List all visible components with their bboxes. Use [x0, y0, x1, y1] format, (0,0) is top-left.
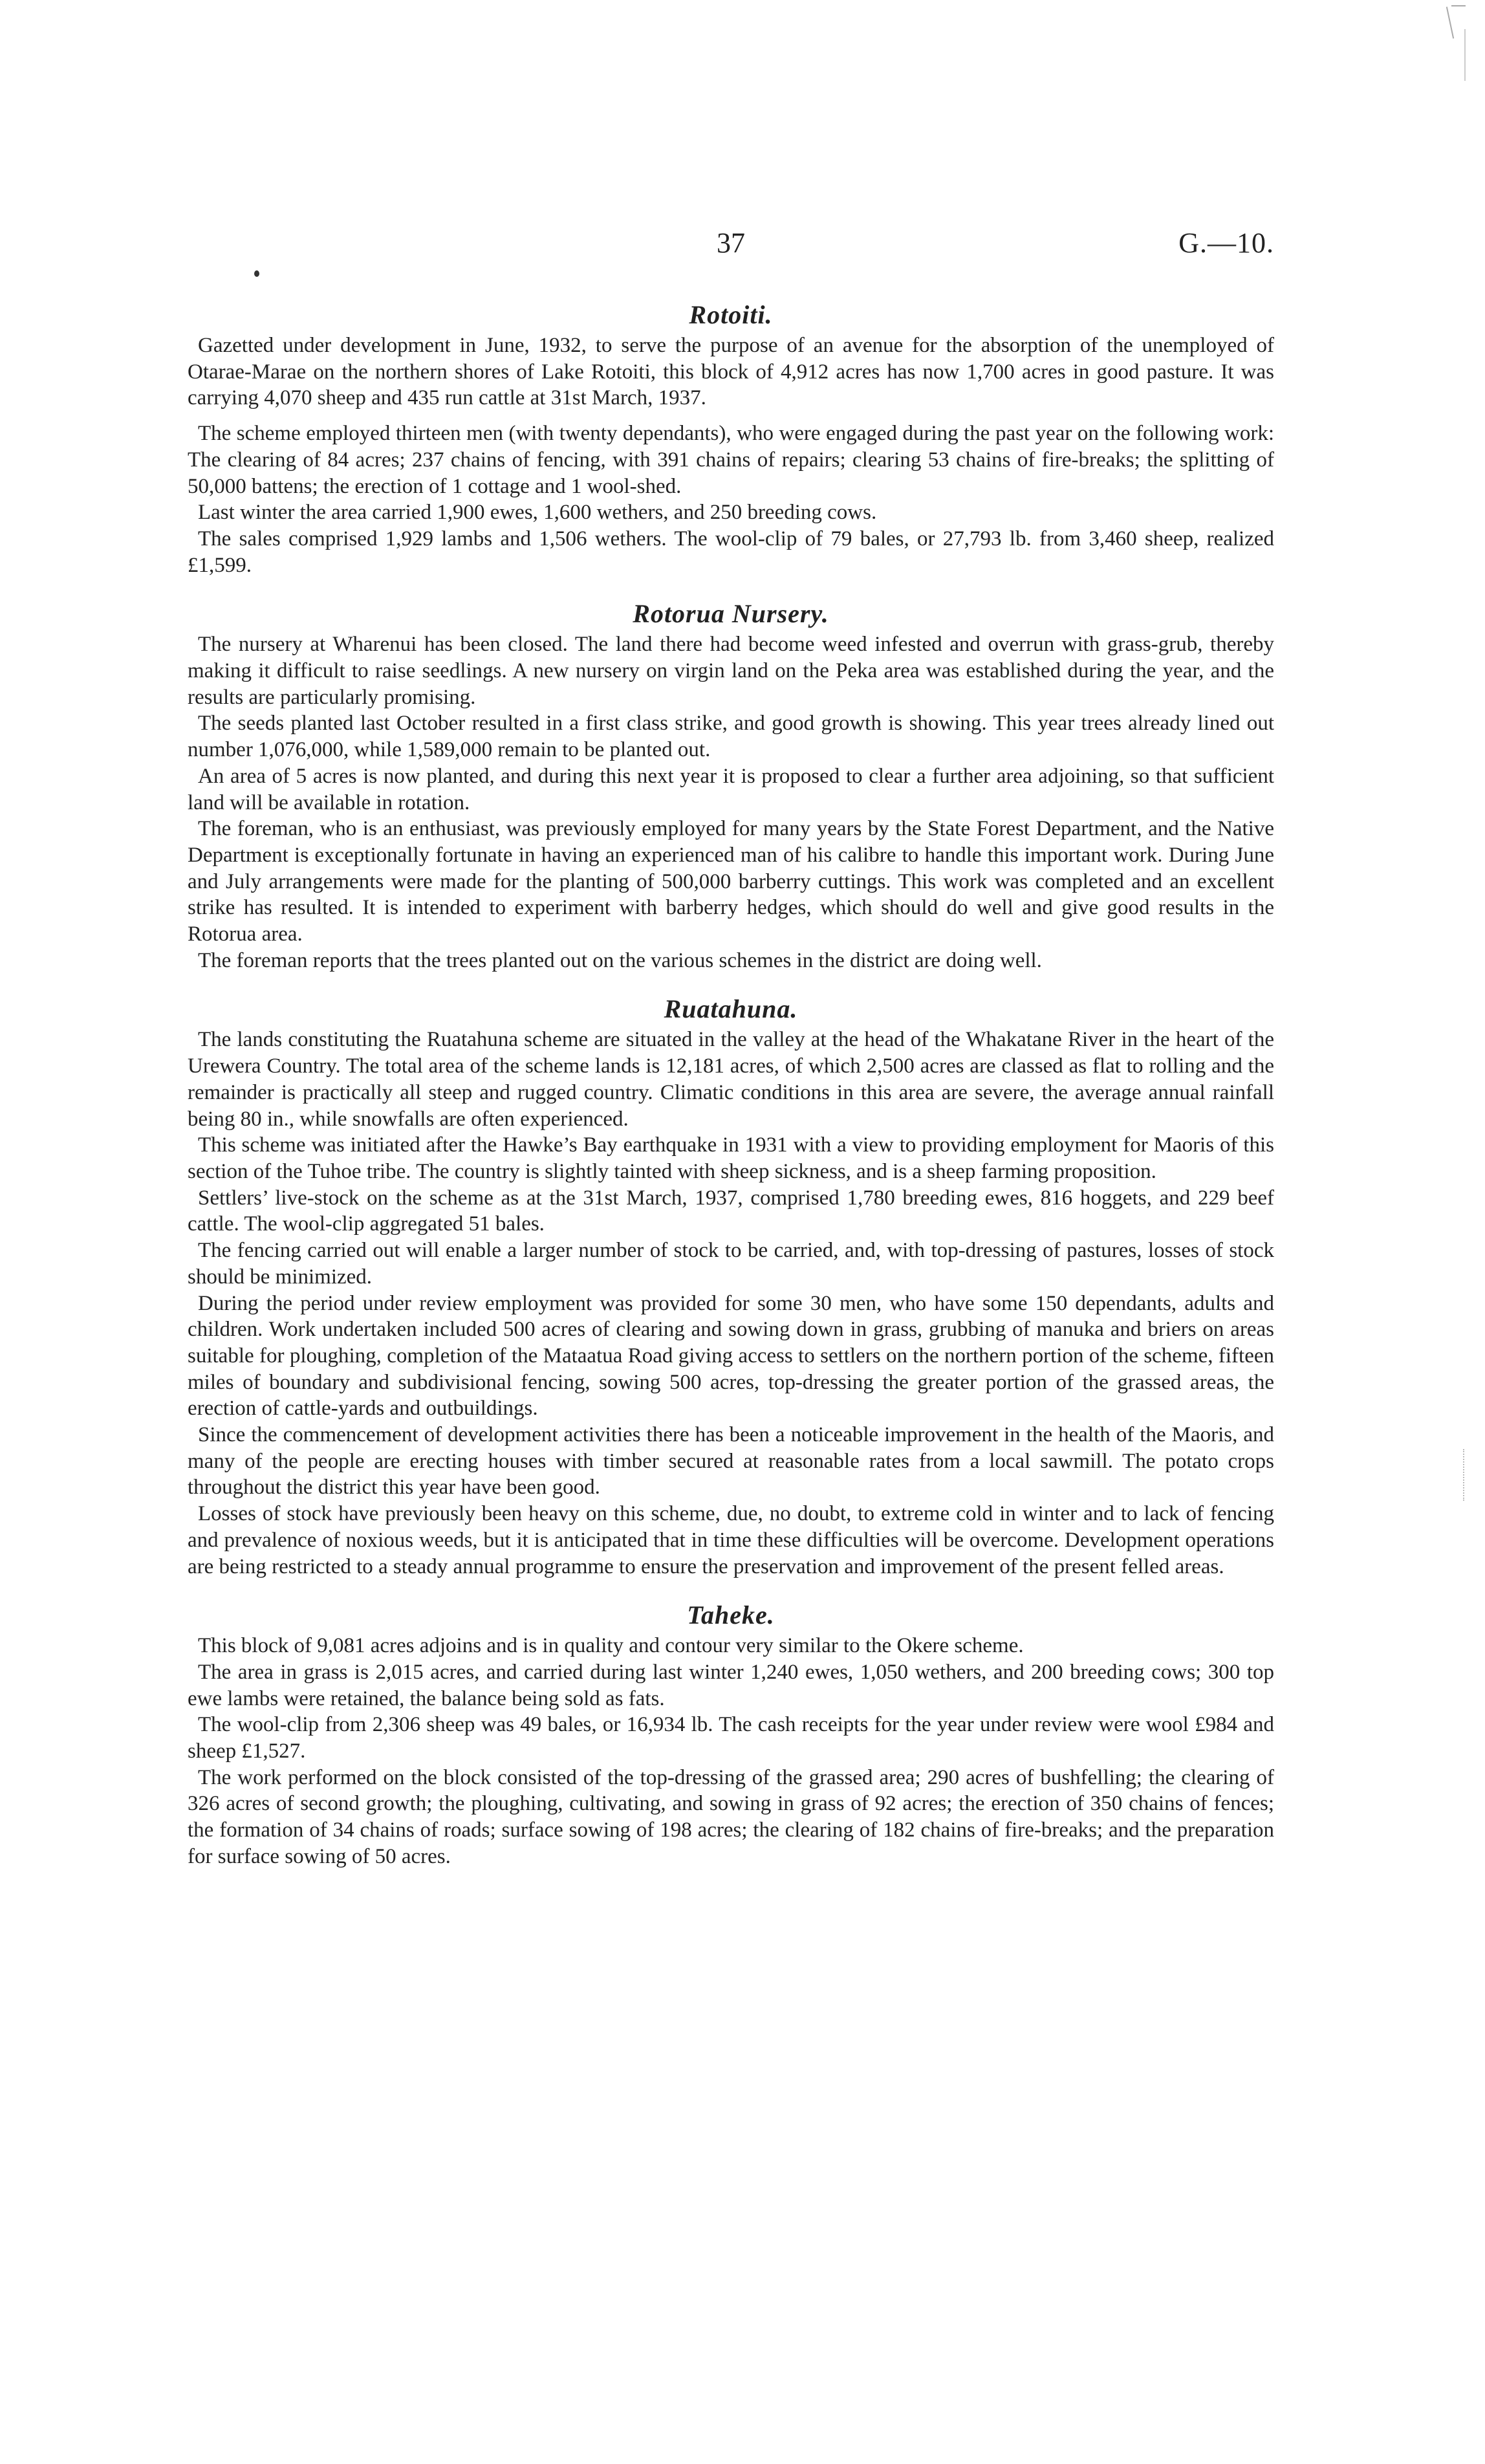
paragraph: The fencing carried out will enable a larger number of stock to be carried, and, with top-dressing of pastures, losses of stock should be minimized. [188, 1239, 1274, 1289]
paragraph: Last winter the area carried 1,900 ewes, 1,600 wethers, and 250 breeding cows. [198, 501, 877, 525]
paragraph: Settlers’ live-stock on the scheme as at the 31st March, 1937, comprised 1,780 breeding ewes, 816 hoggets, and 229 beef cattle. The wool-clip aggregated 51 bales. [188, 1186, 1274, 1236]
paragraph: The nursery at Wharenui has been closed. The land there had become weed infested and overrun with grass-grub, thereby making it difficult to raise seedlings. A new nursery on virgin land on the Peka area was established during the year, and the results are particularly promising. [188, 633, 1274, 709]
page-number: 37 [717, 227, 745, 259]
paragraph: An area of 5 acres is now planted, and during this next year it is proposed to clear a further area adjoining, so that sufficient land will be available in rotation. [188, 764, 1274, 814]
section-heading: Ruatahuna. [664, 994, 798, 1024]
paragraph: The area in grass is 2,015 acres, and carried during last winter 1,240 ewes, 1,050 wethers, and 200 breeding cows; 300 top ewe lambs were retained, the balance being sold as fats. [188, 1660, 1274, 1710]
paragraph: During the period under review employment was provided for some 30 men, who have some 150 dependants, adults and children. Work undertaken included 500 acres of clearing and sowing down in grass, grubbing of manuka and briers on areas suitable for ploughing, completion of the Mataatua Road giving access to settlers on the northern portion of the scheme, fifteen miles of boundary and subdivisional fencing, sowing 500 acres, top-dressing the greater portion of the grassed areas, the erection of cattle-yards and outbuildings. [188, 1291, 1274, 1421]
scan-margin-marks [1463, 1449, 1468, 1501]
section-heading: Rotoiti. [689, 300, 773, 329]
paragraph: The foreman, who is an enthusiast, was previously employed for many years by the State Forest Department, and the Native Department is exceptionally fortunate in having an experienced man of his calibre to handle this important work. During June and July arrangements were made for the planting of 500,000 barberry cuttings. This work was completed and an excellent strike has resulted. It is intended to experiment with barberry hedges, which should do well and give good results in the Rotorua area. [188, 817, 1274, 946]
section-taheke [188, 1598, 1274, 1870]
section-rotorua-nursery [188, 596, 1274, 974]
page-header [188, 226, 1274, 265]
paragraph: Gazetted under development in June, 1932, to serve the purpose of an avenue for the absorption of the unemployed of Otarae-Marae on the northern shores of Lake Rotoiti, this block of 4,912 acres has now 1,700 acres in good pasture. It was carrying 4,070 sheep and 435 run cattle at 31st March, 1937. [188, 334, 1274, 410]
paragraph: Losses of stock have previously been heavy on this scheme, due, no doubt, to extreme cold in winter and to lack of fencing and prevalence of noxious weeds, but it is anticipated that in time these difficulties will be overcome. Development operations are being restricted to a steady annual programme to ensure the preservation and improvement of the present felled areas. [188, 1502, 1274, 1578]
paragraph: Since the commencement of development activities there has been a noticeable improvement in the health of the Maoris, and many of the people are erecting houses with timber secured at reasonable rates from a local sawmill. The potato crops throughout the district this year have been good. [188, 1423, 1274, 1499]
paragraph: This block of 9,081 acres adjoins and is in quality and contour very similar to the Okere scheme. [198, 1634, 1024, 1658]
section-heading: Rotorua Nursery. [633, 599, 829, 629]
paragraph: The lands constituting the Ruatahuna scheme are situated in the valley at the head of the Whakatane River in the heart of the Urewera Country. The total area of the scheme lands is 12,181 acres, of which 2,500 acres are classed as flat to rolling and the remainder is practically all steep and rugged country. Climatic conditions in this area are severe, the average annual rainfall being 80 in., while snowfalls are often experienced. [188, 1028, 1274, 1131]
paragraph: The sales comprised 1,929 lambs and 1,506 wethers. The wool-clip of 79 bales, or 27,793 lb. from 3,460 sheep, realized £1,599. [188, 527, 1274, 577]
paragraph: The work performed on the block consisted of the top-dressing of the grassed area; 290 acres of bushfelling; the clearing of 326 acres of second growth; the ploughing, cultivating, and sowing in grass of 92 acres; the erection of 350 chains of fences; the formation of 34 chains of roads; surface sowing of 198 acres; the clearing of 182 chains of fire-breaks; and the preparation for surface sowing of 50 acres. [188, 1765, 1274, 1868]
scan-edge-marks [1446, 0, 1472, 91]
page-body [188, 298, 1274, 1870]
paragraph: The seeds planted last October resulted in a first class strike, and good growth is showing. This year trees already lined out number 1,076,000, while 1,589,000 remain to be planted out. [188, 712, 1274, 762]
paragraph: This scheme was initiated after the Hawke’s Bay earthquake in 1931 with a view to providing employment for Maoris of this section of the Tuhoe tribe. The country is slightly tainted with sheep sickness, and is a sheep farming proposition. [188, 1133, 1274, 1183]
document-reference: G.—10. [1178, 227, 1274, 259]
paragraph: The foreman reports that the trees planted out on the various schemes in the district are doing well. [198, 948, 1042, 972]
ink-dot [254, 270, 259, 277]
section-heading: Taheke. [687, 1600, 775, 1630]
section-rotoiti [188, 298, 1274, 578]
paragraph: The wool-clip from 2,306 sheep was 49 bales, or 16,934 lb. The cash receipts for the year under review were wool £984 and sheep £1,527. [188, 1713, 1274, 1763]
paragraph: The scheme employed thirteen men (with twenty dependants), who were engaged during the past year on the following work: The clearing of 84 acres; 237 chains of fencing, with 391 chains of repairs; clearing 53 chains of fire-breaks; the splitting of 50,000 battens; the erection of 1 cottage and 1 wool-shed. [188, 422, 1274, 498]
section-ruatahuna [188, 992, 1274, 1580]
